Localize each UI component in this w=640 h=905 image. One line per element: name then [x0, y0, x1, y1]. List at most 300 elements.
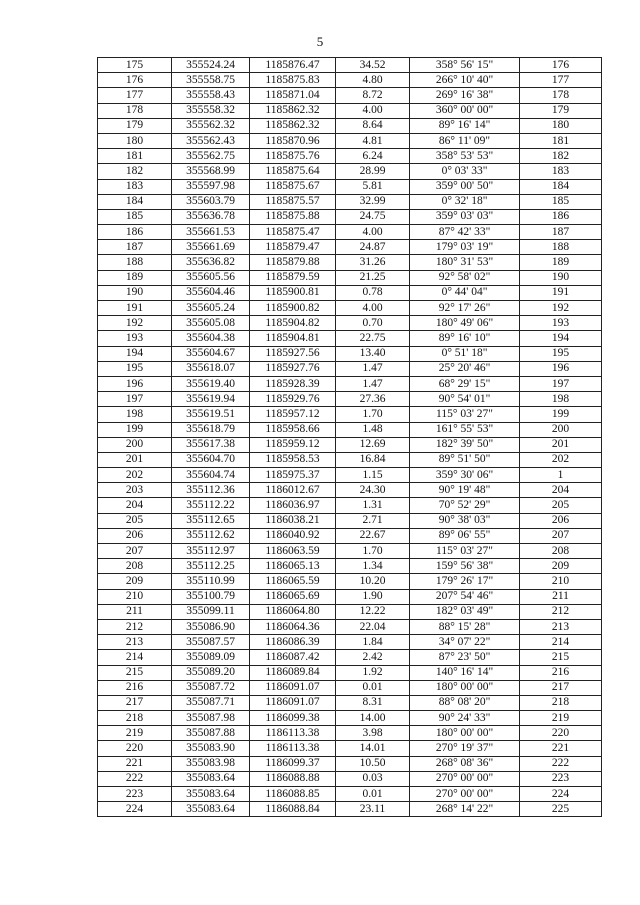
y-coordinate-cell: 1186040.92	[250, 528, 336, 543]
bearing-cell: 179° 03' 19"	[410, 240, 520, 255]
table-row	[98, 452, 602, 467]
distance-cell: 8.31	[336, 695, 410, 710]
x-coordinate-cell: 355083.90	[172, 741, 250, 756]
point-number-cell: 184	[98, 194, 172, 209]
distance-cell: 1.34	[336, 559, 410, 574]
next-point-cell: 207	[520, 528, 602, 543]
point-number-cell: 182	[98, 164, 172, 179]
point-number-cell: 203	[98, 483, 172, 498]
coordinates-table	[97, 57, 602, 817]
y-coordinate-cell: 1186088.88	[250, 771, 336, 786]
x-coordinate-cell: 355604.46	[172, 285, 250, 300]
point-number-cell: 193	[98, 331, 172, 346]
y-coordinate-cell: 1186063.59	[250, 544, 336, 559]
table-row	[98, 225, 602, 240]
point-number-cell: 221	[98, 756, 172, 771]
next-point-cell: 199	[520, 407, 602, 422]
x-coordinate-cell: 355562.32	[172, 118, 250, 133]
point-number-cell: 190	[98, 285, 172, 300]
point-number-cell: 200	[98, 437, 172, 452]
point-number-cell: 222	[98, 771, 172, 786]
x-coordinate-cell: 355112.36	[172, 483, 250, 498]
distance-cell: 2.71	[336, 513, 410, 528]
y-coordinate-cell: 1186064.80	[250, 604, 336, 619]
y-coordinate-cell: 1186088.84	[250, 802, 336, 817]
point-number-cell: 224	[98, 802, 172, 817]
x-coordinate-cell: 355087.57	[172, 635, 250, 650]
distance-cell: 4.00	[336, 225, 410, 240]
table-row	[98, 559, 602, 574]
distance-cell: 0.78	[336, 285, 410, 300]
y-coordinate-cell: 1185875.67	[250, 179, 336, 194]
table-row	[98, 194, 602, 209]
distance-cell: 22.67	[336, 528, 410, 543]
next-point-cell: 222	[520, 756, 602, 771]
distance-cell: 8.72	[336, 88, 410, 103]
y-coordinate-cell: 1185957.12	[250, 407, 336, 422]
point-number-cell: 210	[98, 589, 172, 604]
bearing-cell: 34° 07' 22"	[410, 635, 520, 650]
point-number-cell: 217	[98, 695, 172, 710]
distance-cell: 6.24	[336, 149, 410, 164]
y-coordinate-cell: 1186087.42	[250, 650, 336, 665]
distance-cell: 24.30	[336, 483, 410, 498]
bearing-cell: 92° 17' 26"	[410, 301, 520, 316]
bearing-cell: 25° 20' 46"	[410, 361, 520, 376]
distance-cell: 24.87	[336, 240, 410, 255]
y-coordinate-cell: 1185928.39	[250, 376, 336, 391]
table-row	[98, 619, 602, 634]
bearing-cell: 161° 55' 53"	[410, 422, 520, 437]
distance-cell: 12.22	[336, 604, 410, 619]
table-row	[98, 270, 602, 285]
next-point-cell: 208	[520, 544, 602, 559]
point-number-cell: 198	[98, 407, 172, 422]
distance-cell: 1.47	[336, 361, 410, 376]
x-coordinate-cell: 355604.70	[172, 452, 250, 467]
x-coordinate-cell: 355604.74	[172, 468, 250, 483]
x-coordinate-cell: 355558.43	[172, 88, 250, 103]
next-point-cell: 192	[520, 301, 602, 316]
bearing-cell: 180° 31' 53"	[410, 255, 520, 270]
next-point-cell: 200	[520, 422, 602, 437]
x-coordinate-cell: 355562.43	[172, 133, 250, 148]
point-number-cell: 206	[98, 528, 172, 543]
x-coordinate-cell: 355619.40	[172, 376, 250, 391]
table-row	[98, 285, 602, 300]
x-coordinate-cell: 355562.75	[172, 149, 250, 164]
point-number-cell: 187	[98, 240, 172, 255]
next-point-cell: 178	[520, 88, 602, 103]
x-coordinate-cell: 355661.53	[172, 225, 250, 240]
y-coordinate-cell: 1185879.88	[250, 255, 336, 270]
x-coordinate-cell: 355558.75	[172, 73, 250, 88]
bearing-cell: 180° 00' 00"	[410, 726, 520, 741]
x-coordinate-cell: 355089.20	[172, 665, 250, 680]
x-coordinate-cell: 355603.79	[172, 194, 250, 209]
next-point-cell: 225	[520, 802, 602, 817]
point-number-cell: 208	[98, 559, 172, 574]
x-coordinate-cell: 355558.32	[172, 103, 250, 118]
point-number-cell: 176	[98, 73, 172, 88]
table-row	[98, 498, 602, 513]
distance-cell: 0.03	[336, 771, 410, 786]
distance-cell: 32.99	[336, 194, 410, 209]
x-coordinate-cell: 355086.90	[172, 619, 250, 634]
point-number-cell: 201	[98, 452, 172, 467]
bearing-cell: 89° 51' 50"	[410, 452, 520, 467]
point-number-cell: 188	[98, 255, 172, 270]
point-number-cell: 211	[98, 604, 172, 619]
bearing-cell: 89° 16' 10"	[410, 331, 520, 346]
bearing-cell: 89° 16' 14"	[410, 118, 520, 133]
bearing-cell: 358° 56' 15"	[410, 58, 520, 73]
bearing-cell: 268° 08' 36"	[410, 756, 520, 771]
next-point-cell: 1	[520, 468, 602, 483]
y-coordinate-cell: 1185870.96	[250, 133, 336, 148]
point-number-cell: 216	[98, 680, 172, 695]
bearing-cell: 360° 00' 00"	[410, 103, 520, 118]
table-row	[98, 650, 602, 665]
point-number-cell: 181	[98, 149, 172, 164]
y-coordinate-cell: 1186091.07	[250, 680, 336, 695]
point-number-cell: 202	[98, 468, 172, 483]
next-point-cell: 223	[520, 771, 602, 786]
y-coordinate-cell: 1186065.13	[250, 559, 336, 574]
bearing-cell: 89° 06' 55"	[410, 528, 520, 543]
point-number-cell: 195	[98, 361, 172, 376]
point-number-cell: 191	[98, 301, 172, 316]
point-number-cell: 212	[98, 619, 172, 634]
bearing-cell: 359° 03' 03"	[410, 209, 520, 224]
next-point-cell: 218	[520, 695, 602, 710]
table-row	[98, 133, 602, 148]
distance-cell: 14.01	[336, 741, 410, 756]
table-row	[98, 422, 602, 437]
y-coordinate-cell: 1185879.47	[250, 240, 336, 255]
distance-cell: 1.92	[336, 665, 410, 680]
x-coordinate-cell: 355618.07	[172, 361, 250, 376]
distance-cell: 23.11	[336, 802, 410, 817]
table-row	[98, 118, 602, 133]
distance-cell: 16.84	[336, 452, 410, 467]
bearing-cell: 207° 54' 46"	[410, 589, 520, 604]
distance-cell: 10.50	[336, 756, 410, 771]
bearing-cell: 0° 44' 04"	[410, 285, 520, 300]
x-coordinate-cell: 355112.97	[172, 544, 250, 559]
x-coordinate-cell: 355087.71	[172, 695, 250, 710]
table-row	[98, 179, 602, 194]
x-coordinate-cell: 355636.78	[172, 209, 250, 224]
next-point-cell: 187	[520, 225, 602, 240]
bearing-cell: 70° 52' 29"	[410, 498, 520, 513]
bearing-cell: 90° 54' 01"	[410, 392, 520, 407]
y-coordinate-cell: 1185875.83	[250, 73, 336, 88]
y-coordinate-cell: 1185958.66	[250, 422, 336, 437]
distance-cell: 12.69	[336, 437, 410, 452]
bearing-cell: 182° 03' 49"	[410, 604, 520, 619]
y-coordinate-cell: 1185904.81	[250, 331, 336, 346]
x-coordinate-cell: 355083.98	[172, 756, 250, 771]
y-coordinate-cell: 1185871.04	[250, 88, 336, 103]
bearing-cell: 270° 19' 37"	[410, 741, 520, 756]
table-row	[98, 437, 602, 452]
next-point-cell: 206	[520, 513, 602, 528]
x-coordinate-cell: 355617.38	[172, 437, 250, 452]
next-point-cell: 185	[520, 194, 602, 209]
distance-cell: 1.70	[336, 544, 410, 559]
next-point-cell: 193	[520, 316, 602, 331]
x-coordinate-cell: 355089.09	[172, 650, 250, 665]
table-row	[98, 346, 602, 361]
next-point-cell: 182	[520, 149, 602, 164]
next-point-cell: 212	[520, 604, 602, 619]
next-point-cell: 209	[520, 559, 602, 574]
coordinates-table-body	[98, 58, 602, 817]
point-number-cell: 215	[98, 665, 172, 680]
next-point-cell: 176	[520, 58, 602, 73]
table-row	[98, 316, 602, 331]
point-number-cell: 186	[98, 225, 172, 240]
distance-cell: 8.64	[336, 118, 410, 133]
next-point-cell: 195	[520, 346, 602, 361]
y-coordinate-cell: 1186088.85	[250, 787, 336, 802]
next-point-cell: 211	[520, 589, 602, 604]
next-point-cell: 214	[520, 635, 602, 650]
next-point-cell: 201	[520, 437, 602, 452]
next-point-cell: 217	[520, 680, 602, 695]
bearing-cell: 180° 49' 06"	[410, 316, 520, 331]
y-coordinate-cell: 1186089.84	[250, 665, 336, 680]
y-coordinate-cell: 1185875.57	[250, 194, 336, 209]
x-coordinate-cell: 355083.64	[172, 771, 250, 786]
x-coordinate-cell: 355087.72	[172, 680, 250, 695]
distance-cell: 5.81	[336, 179, 410, 194]
bearing-cell: 90° 24' 33"	[410, 711, 520, 726]
bearing-cell: 179° 26' 17"	[410, 574, 520, 589]
y-coordinate-cell: 1185875.47	[250, 225, 336, 240]
bearing-cell: 359° 00' 50"	[410, 179, 520, 194]
y-coordinate-cell: 1186086.39	[250, 635, 336, 650]
y-coordinate-cell: 1186091.07	[250, 695, 336, 710]
table-row	[98, 376, 602, 391]
table-row	[98, 802, 602, 817]
point-number-cell: 177	[98, 88, 172, 103]
table-row	[98, 209, 602, 224]
bearing-cell: 68° 29' 15"	[410, 376, 520, 391]
table-row	[98, 468, 602, 483]
point-number-cell: 199	[98, 422, 172, 437]
y-coordinate-cell: 1186064.36	[250, 619, 336, 634]
distance-cell: 24.75	[336, 209, 410, 224]
x-coordinate-cell: 355083.64	[172, 787, 250, 802]
next-point-cell: 197	[520, 376, 602, 391]
next-point-cell: 183	[520, 164, 602, 179]
y-coordinate-cell: 1186065.69	[250, 589, 336, 604]
y-coordinate-cell: 1186065.59	[250, 574, 336, 589]
point-number-cell: 180	[98, 133, 172, 148]
next-point-cell: 186	[520, 209, 602, 224]
bearing-cell: 182° 39' 50"	[410, 437, 520, 452]
table-row	[98, 483, 602, 498]
table-row	[98, 680, 602, 695]
point-number-cell: 213	[98, 635, 172, 650]
y-coordinate-cell: 1185875.64	[250, 164, 336, 179]
table-row	[98, 787, 602, 802]
y-coordinate-cell: 1185904.82	[250, 316, 336, 331]
table-row	[98, 88, 602, 103]
next-point-cell: 204	[520, 483, 602, 498]
x-coordinate-cell: 355110.99	[172, 574, 250, 589]
x-coordinate-cell: 355619.51	[172, 407, 250, 422]
next-point-cell: 184	[520, 179, 602, 194]
y-coordinate-cell: 1185959.12	[250, 437, 336, 452]
distance-cell: 4.81	[336, 133, 410, 148]
distance-cell: 1.31	[336, 498, 410, 513]
distance-cell: 3.98	[336, 726, 410, 741]
distance-cell: 0.70	[336, 316, 410, 331]
next-point-cell: 215	[520, 650, 602, 665]
point-number-cell: 214	[98, 650, 172, 665]
bearing-cell: 87° 42' 33"	[410, 225, 520, 240]
bearing-cell: 269° 16' 38"	[410, 88, 520, 103]
y-coordinate-cell: 1186099.38	[250, 711, 336, 726]
point-number-cell: 194	[98, 346, 172, 361]
point-number-cell: 207	[98, 544, 172, 559]
distance-cell: 1.90	[336, 589, 410, 604]
table-row	[98, 528, 602, 543]
table-row	[98, 58, 602, 73]
next-point-cell: 198	[520, 392, 602, 407]
x-coordinate-cell: 355087.98	[172, 711, 250, 726]
point-number-cell: 179	[98, 118, 172, 133]
point-number-cell: 192	[98, 316, 172, 331]
y-coordinate-cell: 1185862.32	[250, 103, 336, 118]
bearing-cell: 88° 15' 28"	[410, 619, 520, 634]
y-coordinate-cell: 1185862.32	[250, 118, 336, 133]
x-coordinate-cell: 355112.25	[172, 559, 250, 574]
x-coordinate-cell: 355112.22	[172, 498, 250, 513]
x-coordinate-cell: 355083.64	[172, 802, 250, 817]
table-row	[98, 711, 602, 726]
distance-cell: 1.47	[336, 376, 410, 391]
bearing-cell: 115° 03' 27"	[410, 407, 520, 422]
y-coordinate-cell: 1186099.37	[250, 756, 336, 771]
x-coordinate-cell: 355605.56	[172, 270, 250, 285]
y-coordinate-cell: 1186036.97	[250, 498, 336, 513]
next-point-cell: 216	[520, 665, 602, 680]
y-coordinate-cell: 1185975.37	[250, 468, 336, 483]
next-point-cell: 179	[520, 103, 602, 118]
y-coordinate-cell: 1186012.67	[250, 483, 336, 498]
bearing-cell: 86° 11' 09"	[410, 133, 520, 148]
next-point-cell: 194	[520, 331, 602, 346]
distance-cell: 0.01	[336, 787, 410, 802]
x-coordinate-cell: 355618.79	[172, 422, 250, 437]
point-number-cell: 196	[98, 376, 172, 391]
point-number-cell: 223	[98, 787, 172, 802]
bearing-cell: 140° 16' 14"	[410, 665, 520, 680]
distance-cell: 22.75	[336, 331, 410, 346]
point-number-cell: 175	[98, 58, 172, 73]
y-coordinate-cell: 1186038.21	[250, 513, 336, 528]
distance-cell: 22.04	[336, 619, 410, 634]
x-coordinate-cell: 355112.65	[172, 513, 250, 528]
x-coordinate-cell: 355604.38	[172, 331, 250, 346]
y-coordinate-cell: 1185927.56	[250, 346, 336, 361]
x-coordinate-cell: 355568.99	[172, 164, 250, 179]
y-coordinate-cell: 1185879.59	[250, 270, 336, 285]
bearing-cell: 358° 53' 53"	[410, 149, 520, 164]
x-coordinate-cell: 355087.88	[172, 726, 250, 741]
bearing-cell: 92° 58' 02"	[410, 270, 520, 285]
x-coordinate-cell: 355661.69	[172, 240, 250, 255]
point-number-cell: 205	[98, 513, 172, 528]
bearing-cell: 0° 51' 18"	[410, 346, 520, 361]
distance-cell: 0.01	[336, 680, 410, 695]
table-row	[98, 301, 602, 316]
next-point-cell: 202	[520, 452, 602, 467]
x-coordinate-cell: 355619.94	[172, 392, 250, 407]
table-row	[98, 726, 602, 741]
bearing-cell: 180° 00' 00"	[410, 680, 520, 695]
y-coordinate-cell: 1185958.53	[250, 452, 336, 467]
point-number-cell: 209	[98, 574, 172, 589]
table-row	[98, 392, 602, 407]
x-coordinate-cell: 355636.82	[172, 255, 250, 270]
x-coordinate-cell: 355112.62	[172, 528, 250, 543]
y-coordinate-cell: 1185875.76	[250, 149, 336, 164]
table-row	[98, 756, 602, 771]
point-number-cell: 189	[98, 270, 172, 285]
bearing-cell: 359° 30' 06"	[410, 468, 520, 483]
next-point-cell: 221	[520, 741, 602, 756]
table-row	[98, 589, 602, 604]
y-coordinate-cell: 1185900.82	[250, 301, 336, 316]
table-row	[98, 771, 602, 786]
distance-cell: 14.00	[336, 711, 410, 726]
page-number: 5	[316, 34, 324, 49]
bearing-cell: 266° 10' 40"	[410, 73, 520, 88]
y-coordinate-cell: 1185900.81	[250, 285, 336, 300]
bearing-cell: 87° 23' 50"	[410, 650, 520, 665]
table-row	[98, 103, 602, 118]
distance-cell: 10.20	[336, 574, 410, 589]
bearing-cell: 90° 19' 48"	[410, 483, 520, 498]
table-row	[98, 574, 602, 589]
table-row	[98, 635, 602, 650]
x-coordinate-cell: 355524.24	[172, 58, 250, 73]
distance-cell: 13.40	[336, 346, 410, 361]
point-number-cell: 183	[98, 179, 172, 194]
table-row	[98, 149, 602, 164]
next-point-cell: 191	[520, 285, 602, 300]
table-row	[98, 604, 602, 619]
next-point-cell: 177	[520, 73, 602, 88]
distance-cell: 1.70	[336, 407, 410, 422]
x-coordinate-cell: 355597.98	[172, 179, 250, 194]
x-coordinate-cell: 355099.11	[172, 604, 250, 619]
point-number-cell: 178	[98, 103, 172, 118]
point-number-cell: 185	[98, 209, 172, 224]
point-number-cell: 218	[98, 711, 172, 726]
table-row	[98, 331, 602, 346]
table-row	[98, 240, 602, 255]
table-row	[98, 73, 602, 88]
next-point-cell: 210	[520, 574, 602, 589]
distance-cell: 4.00	[336, 103, 410, 118]
x-coordinate-cell: 355604.67	[172, 346, 250, 361]
